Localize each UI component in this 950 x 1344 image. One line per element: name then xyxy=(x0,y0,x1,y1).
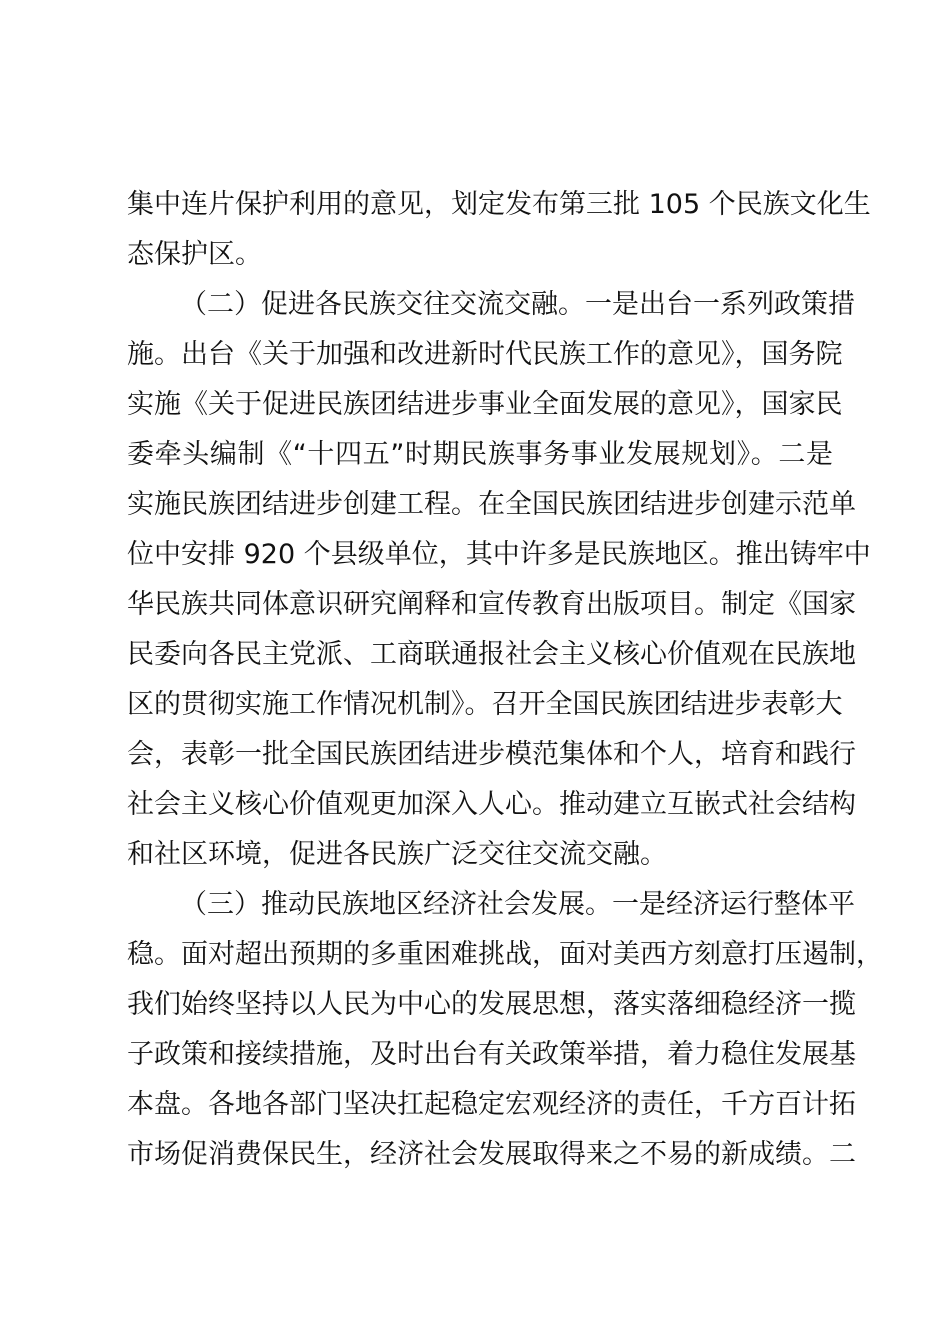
text-line: 子政策和接续措施，及时出台有关政策举措，着力稳住发展基 xyxy=(127,1039,856,1070)
text-line: 社会主义核心价值观更加深入人心。推动建立互嵌式社会结构 xyxy=(127,789,856,820)
text-line: 集中连片保护利用的意见，划定发布第三批 105 个民族文化生 xyxy=(127,189,871,220)
text-line: 区的贯彻实施工作情况机制》。召开全国民族团结进步表彰大 xyxy=(127,689,843,720)
paragraph-heading-line: （三）推动民族地区经济社会发展。一是经济运行整体平 xyxy=(180,889,855,920)
paragraph-heading-line: （二）促进各民族交往交流交融。一是出台一系列政策措 xyxy=(180,289,855,320)
text-line: 委牵头编制《“十四五”时期民族事务事业发展规划》。二是 xyxy=(127,439,833,470)
text-line: 会，表彰一批全国民族团结进步模范集体和个人，培育和践行 xyxy=(127,739,856,770)
text-line: 市场促消费保民生，经济社会发展取得来之不易的新成绩。二 xyxy=(127,1139,856,1170)
text-line: 位中安排 920 个县级单位，其中许多是民族地区。推出铸牢中 xyxy=(127,539,871,570)
text-line: 民委向各民主党派、工商联通报社会主义核心价值观在民族地 xyxy=(127,639,856,670)
text-line: 稳。面对超出预期的多重困难挑战，面对美西方刻意打压遏制， xyxy=(127,939,883,970)
text-line: 实施民族团结进步创建工程。在全国民族团结进步创建示范单 xyxy=(127,489,856,520)
text-line: 施。出台《关于加强和改进新时代民族工作的意见》，国务院 xyxy=(127,339,843,370)
text-line: 我们始终坚持以人民为中心的发展思想，落实落细稳经济一揽 xyxy=(127,989,856,1020)
text-line: 实施《关于促进民族团结进步事业全面发展的意见》，国家民 xyxy=(127,389,843,420)
text-line: 本盘。各地各部门坚决扛起稳定宏观经济的责任，千方百计拓 xyxy=(127,1089,856,1120)
text-line: 和社区环境，促进各民族广泛交往交流交融。 xyxy=(127,839,667,870)
text-line: 华民族共同体意识研究阐释和宣传教育出版项目。制定《国家 xyxy=(127,589,856,620)
text-line: 态保护区。 xyxy=(127,239,262,270)
